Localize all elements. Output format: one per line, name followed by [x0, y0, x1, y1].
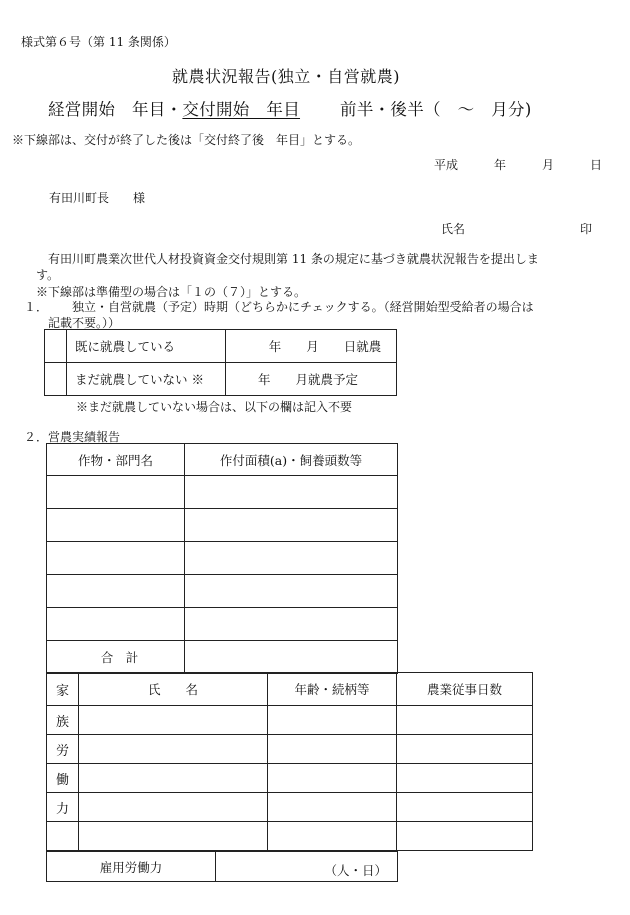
addressee: 有田川町長 様 — [49, 191, 146, 205]
section1-footnote: ※まだ就農していない場合は、以下の欄は記入不要 — [76, 400, 353, 414]
table-row — [47, 735, 533, 764]
area-cell[interactable] — [185, 608, 398, 641]
crop-cell[interactable] — [47, 575, 185, 608]
not-yet-farming-label: まだ就農していない ※ — [67, 363, 226, 396]
total-cell[interactable] — [185, 641, 398, 674]
employment-status-table — [44, 329, 397, 396]
prep-note: ※下線部は準備型の場合は「１の（７）」とする。 — [36, 285, 307, 299]
table-row — [47, 575, 398, 608]
family-side-label-3: 労 — [47, 735, 79, 764]
table-row — [47, 822, 533, 851]
farming-start-date[interactable]: 年 月 日就農 — [226, 330, 397, 363]
crop-column-header: 作物・部門名 — [47, 444, 185, 476]
farm-days-cell[interactable] — [397, 793, 533, 822]
hired-labor-value[interactable]: （人・日） — [216, 852, 398, 882]
form-number: 様式第６号（第 11 条関係） — [21, 35, 176, 49]
area-cell[interactable] — [185, 509, 398, 542]
family-side-label-1: 家 — [47, 673, 79, 706]
already-farming-label: 既に就農している — [67, 330, 226, 363]
page-title: 就農状況報告(独立・自営就農) — [172, 67, 400, 86]
subtitle-underlined: 交付開始 年目 — [182, 100, 301, 119]
table-row — [47, 542, 398, 575]
underline-note: ※下線部は、交付が終了した後は「交付終了後 年目」とする。 — [12, 133, 361, 147]
member-name-cell[interactable] — [79, 706, 268, 735]
table-row — [47, 608, 398, 641]
age-relation-column-header: 年齢・続柄等 — [268, 673, 397, 706]
planned-farming-date[interactable]: 年 月就農予定 — [226, 363, 397, 396]
hired-labor-table — [46, 851, 398, 882]
date-month: 月 — [542, 158, 555, 172]
farm-days-cell[interactable] — [397, 706, 533, 735]
age-relation-cell[interactable] — [268, 706, 397, 735]
crop-cell[interactable] — [47, 476, 185, 509]
crop-cell[interactable] — [47, 509, 185, 542]
table-header-row — [47, 444, 398, 476]
table-row — [47, 509, 398, 542]
table-header-row — [47, 673, 533, 706]
area-column-header: 作付面積(a)・飼養頭数等 — [185, 444, 398, 476]
date-era: 平成 — [434, 158, 459, 172]
crop-cell[interactable] — [47, 542, 185, 575]
family-labor-table — [46, 672, 533, 851]
table-row — [45, 363, 397, 396]
crop-cell[interactable] — [47, 608, 185, 641]
period-subtitle — [48, 96, 532, 120]
farm-days-cell[interactable] — [397, 735, 533, 764]
table-row — [47, 706, 533, 735]
family-side-label-5: 力 — [47, 793, 79, 822]
age-relation-cell[interactable] — [268, 822, 397, 851]
member-name-cell[interactable] — [79, 822, 268, 851]
subtitle-part3: 前半・後半（ ～ 月分) — [340, 100, 532, 119]
name-column-header: 氏 名 — [79, 673, 268, 706]
area-cell[interactable] — [185, 575, 398, 608]
checkbox-not-yet-farming[interactable] — [45, 363, 67, 396]
farm-days-cell[interactable] — [397, 822, 533, 851]
date-day: 日 — [590, 158, 603, 172]
body-text-line1: 有田川町農業次世代人材投資資金交付規則第 11 条の規定に基づき就農状況報告を提出しま — [48, 252, 539, 266]
member-name-cell[interactable] — [79, 735, 268, 764]
age-relation-cell[interactable] — [268, 735, 397, 764]
table-row — [47, 793, 533, 822]
body-text-line2: す。 — [36, 268, 60, 282]
total-label: 合 計 — [47, 641, 185, 674]
checkbox-already-farming[interactable] — [45, 330, 67, 363]
section1-heading-cont: 記載不要。）） — [48, 316, 121, 330]
age-relation-cell[interactable] — [268, 764, 397, 793]
farming-results-table — [46, 443, 398, 674]
farm-days-cell[interactable] — [397, 764, 533, 793]
hired-labor-label: 雇用労働力 — [47, 852, 216, 882]
age-relation-cell[interactable] — [268, 793, 397, 822]
seal-label: 印 — [580, 222, 593, 236]
section1-number: １． — [24, 300, 49, 314]
name-label: 氏名 — [441, 222, 466, 236]
date-year: 年 — [494, 158, 507, 172]
table-row — [47, 852, 398, 882]
member-name-cell[interactable] — [79, 793, 268, 822]
family-side-label-4: 働 — [47, 764, 79, 793]
total-row — [47, 641, 398, 674]
table-row — [47, 764, 533, 793]
table-row — [45, 330, 397, 363]
farm-days-column-header: 農業従事日数 — [397, 673, 533, 706]
table-row — [47, 476, 398, 509]
subtitle-part1: 経営開始 年目・ — [48, 100, 183, 119]
section2-heading: ２．営農実績報告 — [24, 430, 121, 444]
area-cell[interactable] — [185, 476, 398, 509]
section1-heading: 独立・自営就農（予定）時期（どちらかにチェックする。（経営開始型受給者の場合は — [72, 300, 534, 314]
member-name-cell[interactable] — [79, 764, 268, 793]
family-side-label-2: 族 — [47, 706, 79, 735]
area-cell[interactable] — [185, 542, 398, 575]
